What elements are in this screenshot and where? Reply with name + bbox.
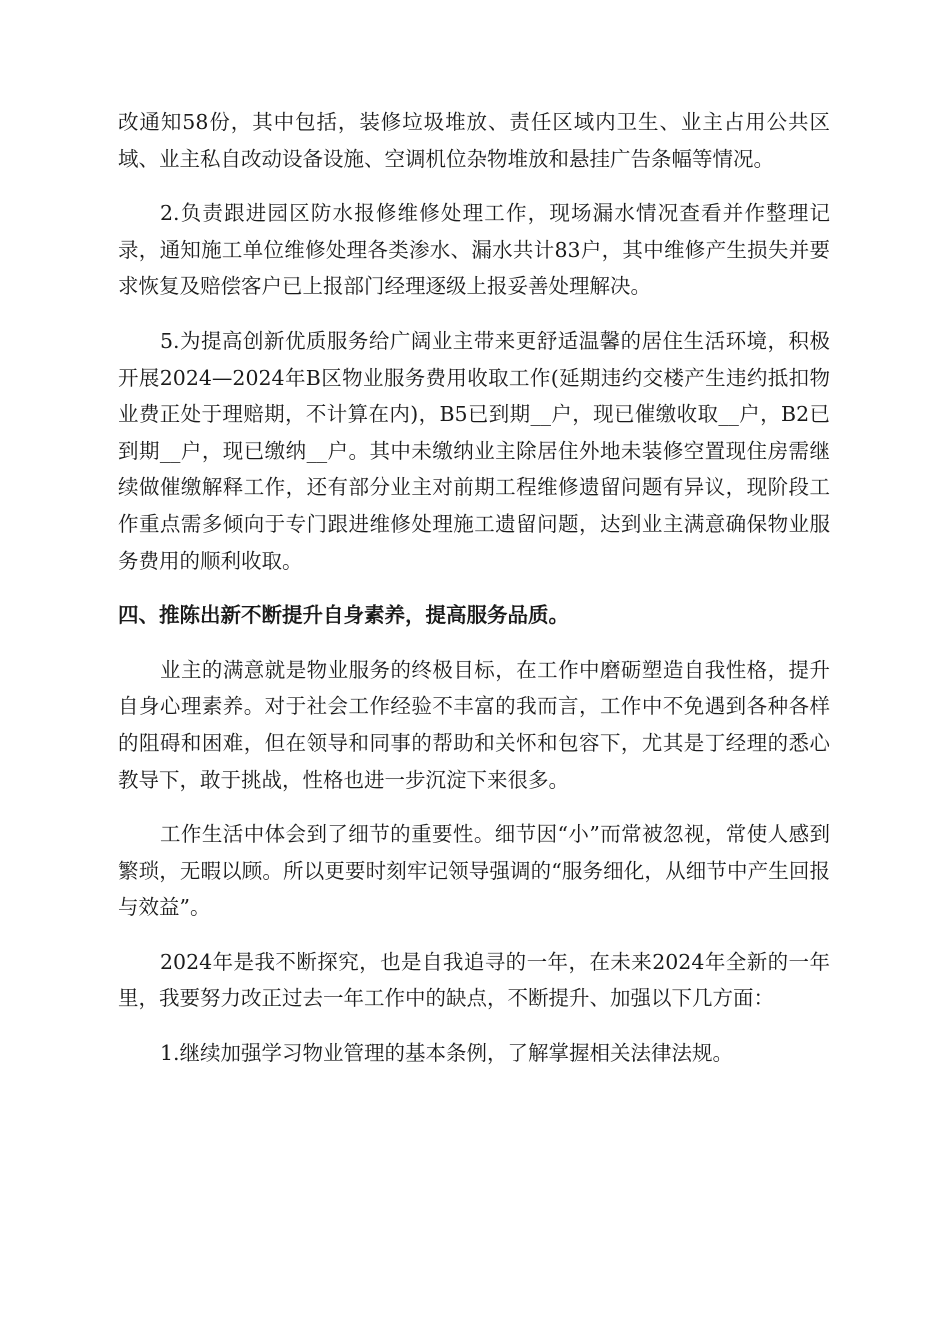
paragraph-year-plan: 2024年是我不断探究，也是自我追寻的一年，在未来2024年全新的一年里，我要努力改正过去一年工作中的缺点，不断提升、加强以下几方面： — [118, 949, 830, 1011]
paragraph-rectification-notices: 改通知58份，其中包括，装修垃圾堆放、责任区域内卫生、业主占用公共区域、业主私自改动设备设施、空调机位杂物堆放和悬挂广告条幅等情况。 — [118, 110, 830, 171]
paragraph-fee-collection: 5.为提高创新优质服务给广阔业主带来更舒适温馨的居住生活环境，积极开展2024—2024年B区物业服务费用收取工作(延期违约交楼产生违约抵扣物业费正处于理赔期，不计算在内)，B5已到期__户，现已催缴收取__户，B2已到期__户，现已缴纳__户。其中未缴纳业主除居住外地未装修空置现住房需继续做催缴解释工作，还有部分业主对前期工程维修遗留问题有异议，现阶段工作重点需多倾向于专门跟进维修处理施工遗留问题，达到业主满意确保物业服务费用的顺利收取。 — [118, 328, 830, 573]
paragraph-owner-satisfaction: 业主的满意就是物业服务的终极目标，在工作中磨砺塑造自我性格，提升自身心理素养。对于社会工作经验不丰富的我而言，工作中不免遇到各种各样的阻碍和困难，但在领导和同事的帮助和关怀和包容下，尤其是丁经理的悉心教导下，敢于挑战，性格也进一步沉淀下来很多。 — [118, 657, 830, 792]
section-heading: 四、推陈出新不断提升自身素养，提高服务品质。 — [118, 603, 569, 628]
paragraph-waterproof-repairs: 2.负责跟进园区防水报修维修处理工作，现场漏水情况查看并作整理记录，通知施工单位维修处理各类渗水、漏水共计83户，其中维修产生损失并要求恢复及赔偿客户已上报部门经理逐级上报妥善处理解决。 — [118, 201, 830, 299]
list-item-study-regulations: 1.继续加强学习物业管理的基本条例，了解掌握相关法律法规。 — [160, 1041, 734, 1066]
paragraph-details-importance: 工作生活中体会到了细节的重要性。细节因“小”而常被忽视，常使人感到繁琐，无暇以顾。所以更要时刻牢记领导强调的“服务细化，从细节中产生回报与效益”。 — [118, 822, 830, 920]
